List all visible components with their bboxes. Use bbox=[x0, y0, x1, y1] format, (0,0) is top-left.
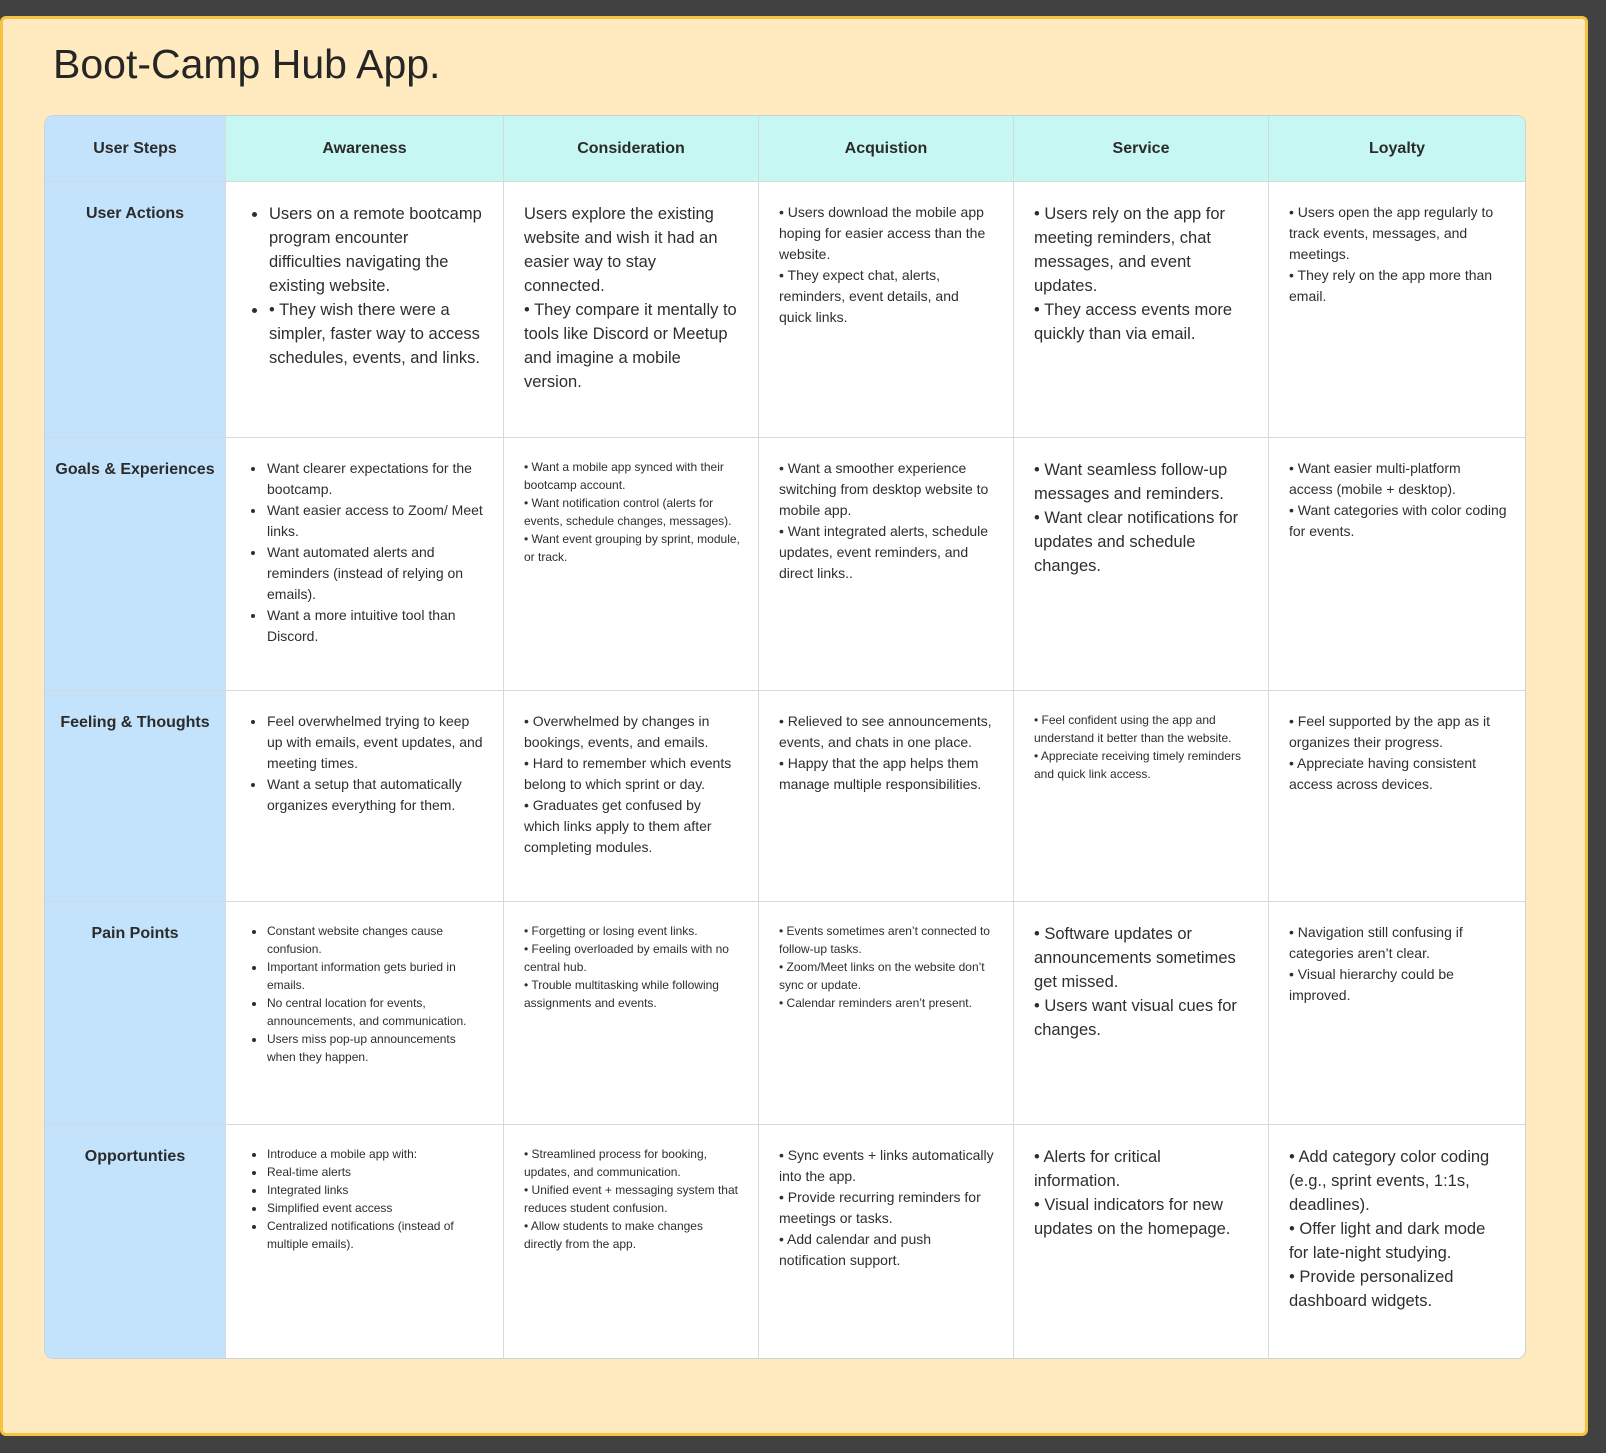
cell-pain-acquisition bbox=[759, 902, 1014, 1125]
cell-goals-awareness bbox=[226, 438, 504, 691]
cell-text: • Users download the mobile app hoping for easier access than the website. • They expect chat, alerts, reminders, event details, and quick links. bbox=[779, 204, 986, 325]
cell-opportunities-loyalty bbox=[1269, 1125, 1525, 1358]
cell-user-actions-loyalty bbox=[1269, 182, 1525, 438]
cell-text: • Want a mobile app synced with their bootcamp account. • Want notification control (alerts for events, schedule changes, messages). • Want event grouping by sprint, module, or track. bbox=[524, 460, 740, 564]
cell-goals-consideration bbox=[504, 438, 759, 691]
list-item: • Simplified event access bbox=[266, 1199, 485, 1217]
cell-text: • Want a smoother experience switching from desktop website to mobile app. • Want integrated alerts, schedule updates, event reminders, and direct links.. bbox=[779, 460, 989, 581]
list-item: • Want automated alerts and reminders (instead of relying on emails). bbox=[266, 542, 485, 605]
list-item: • Feel overwhelmed trying to keep up with emails, event updates, and meeting times. bbox=[266, 711, 485, 774]
list-item: • Want a setup that automatically organizes everything for them. bbox=[266, 774, 485, 816]
list-item: • Users on a remote bootcamp program encounter difficulties navigating the existing website. bbox=[268, 202, 485, 298]
cell-text: • Forgetting or losing event links. • Feeling overloaded by emails with no central hub. • Trouble multitasking while following assignments and events. bbox=[524, 924, 729, 1010]
cell-pain-loyalty bbox=[1269, 902, 1525, 1125]
cell-goals-loyalty bbox=[1269, 438, 1525, 691]
cell-opportunities-awareness bbox=[226, 1125, 504, 1358]
cell-feelings-acquisition bbox=[759, 691, 1014, 902]
cell-text: • Relieved to see announcements, events, and chats in one place. • Happy that the app helps them manage multiple responsibilities. bbox=[779, 713, 992, 792]
cell-user-actions-acquisition bbox=[759, 182, 1014, 438]
header-awareness: Awareness bbox=[226, 116, 504, 182]
list-item: • Centralized notifications (instead of multiple emails). bbox=[266, 1217, 485, 1253]
list-item: • Want easier access to Zoom/ Meet links. bbox=[266, 500, 485, 542]
cell-text: • Add category color coding (e.g., sprint events, 1:1s, deadlines). • Offer light and dark mode for late-night studying. • Provide personalized dashboard widgets. bbox=[1289, 1148, 1490, 1310]
cell-feelings-service bbox=[1014, 691, 1269, 902]
cell-feelings-consideration bbox=[504, 691, 759, 902]
cell-text: • Events sometimes aren’t connected to follow-up tasks. • Zoom/Meet links on the website don’t sync or update. • Calendar reminders aren’t present. bbox=[779, 924, 990, 1010]
list-item: • No central location for events, announcements, and communication. bbox=[266, 994, 485, 1030]
cell-text: • Want easier multi-platform access (mobile + desktop). • Want categories with color coding for events. bbox=[1289, 460, 1507, 539]
bullet-list bbox=[246, 458, 485, 647]
list-item: • Want a more intuitive tool than Discord. bbox=[266, 605, 485, 647]
row-label-goals-experiences: Goals & Experiences bbox=[45, 438, 226, 691]
cell-feelings-loyalty bbox=[1269, 691, 1525, 902]
list-item: • Want clearer expectations for the bootcamp. bbox=[266, 458, 485, 500]
cell-text: • Feel confident using the app and understand it better than the website. • Appreciate receiving timely reminders and quick link access. bbox=[1034, 713, 1241, 781]
journey-map-table bbox=[44, 115, 1526, 1359]
list-item: • Integrated links bbox=[266, 1181, 485, 1199]
list-item: • Constant website changes cause confusion. bbox=[266, 922, 485, 958]
header-loyalty: Loyalty bbox=[1269, 116, 1525, 182]
cell-opportunities-consideration bbox=[504, 1125, 759, 1358]
cell-text: • Feel supported by the app as it organizes their progress. • Appreciate having consistent access across devices. bbox=[1289, 713, 1491, 792]
row-label-feeling-thoughts: Feeling & Thoughts bbox=[45, 691, 226, 902]
cell-user-actions-awareness bbox=[226, 182, 504, 438]
list-item: • • They wish there were a simpler, faster way to access schedules, events, and links. bbox=[268, 298, 485, 370]
cell-pain-service bbox=[1014, 902, 1269, 1125]
header-service: Service bbox=[1014, 116, 1269, 182]
cell-goals-service bbox=[1014, 438, 1269, 691]
cell-goals-acquisition bbox=[759, 438, 1014, 691]
cell-text: • Users rely on the app for meeting reminders, chat messages, and event updates. • They access events more quickly than via email. bbox=[1034, 205, 1233, 343]
cell-text: • Software updates or announcements sometimes get missed. • Users want visual cues for changes. bbox=[1034, 925, 1237, 1039]
list-item: • Important information gets buried in emails. bbox=[266, 958, 485, 994]
journey-map-board bbox=[0, 16, 1588, 1436]
bullet-list bbox=[246, 1145, 485, 1253]
cell-feelings-awareness bbox=[226, 691, 504, 902]
list-item: • Users miss pop-up announcements when they happen. bbox=[266, 1030, 485, 1066]
cell-user-actions-consideration bbox=[504, 182, 759, 438]
board-title: Boot-Camp Hub App. bbox=[53, 41, 441, 87]
cell-text: • Overwhelmed by changes in bookings, events, and emails. • Hard to remember which events belong to which sprint or day. • Graduates get confused by which links apply to them after completing modules. bbox=[524, 713, 732, 855]
row-label-user-actions: User Actions bbox=[45, 182, 226, 438]
cell-text: • Navigation still confusing if categories aren’t clear. • Visual hierarchy could be improved. bbox=[1289, 924, 1463, 1003]
cell-text: • Alerts for critical information. • Visual indicators for new updates on the homepage. bbox=[1034, 1148, 1231, 1238]
row-label-pain-points: Pain Points bbox=[45, 902, 226, 1125]
header-user-steps: User Steps bbox=[45, 116, 226, 182]
list-item: • Real-time alerts bbox=[266, 1163, 485, 1181]
cell-opportunities-acquisition bbox=[759, 1125, 1014, 1358]
header-acquisition: Acquistion bbox=[759, 116, 1014, 182]
cell-opportunities-service bbox=[1014, 1125, 1269, 1358]
cell-text: Users explore the existing website and wish it had an easier way to stay connected. • They compare it mentally to tools like Discord or Meetup and imagine a mobile version. bbox=[524, 205, 737, 391]
cell-pain-consideration bbox=[504, 902, 759, 1125]
cell-user-actions-service bbox=[1014, 182, 1269, 438]
header-consideration: Consideration bbox=[504, 116, 759, 182]
bullet-list bbox=[246, 202, 485, 370]
bullet-list bbox=[246, 711, 485, 816]
list-item: • Introduce a mobile app with: bbox=[266, 1145, 485, 1163]
cell-pain-awareness bbox=[226, 902, 504, 1125]
cell-text: • Streamlined process for booking, updates, and communication. • Unified event + messaging system that reduces student confusion. • Allow students to make changes directly from the app. bbox=[524, 1147, 738, 1251]
row-label-opportunities: Opportunties bbox=[45, 1125, 226, 1358]
cell-text: • Sync events + links automatically into the app. • Provide recurring reminders for meetings or tasks. • Add calendar and push notification support. bbox=[779, 1147, 994, 1268]
bullet-list bbox=[246, 922, 485, 1066]
cell-text: • Want seamless follow-up messages and reminders. • Want clear notifications for updates and schedule changes. bbox=[1034, 461, 1239, 575]
cell-text: • Users open the app regularly to track events, messages, and meetings. • They rely on the app more than email. bbox=[1289, 204, 1494, 304]
